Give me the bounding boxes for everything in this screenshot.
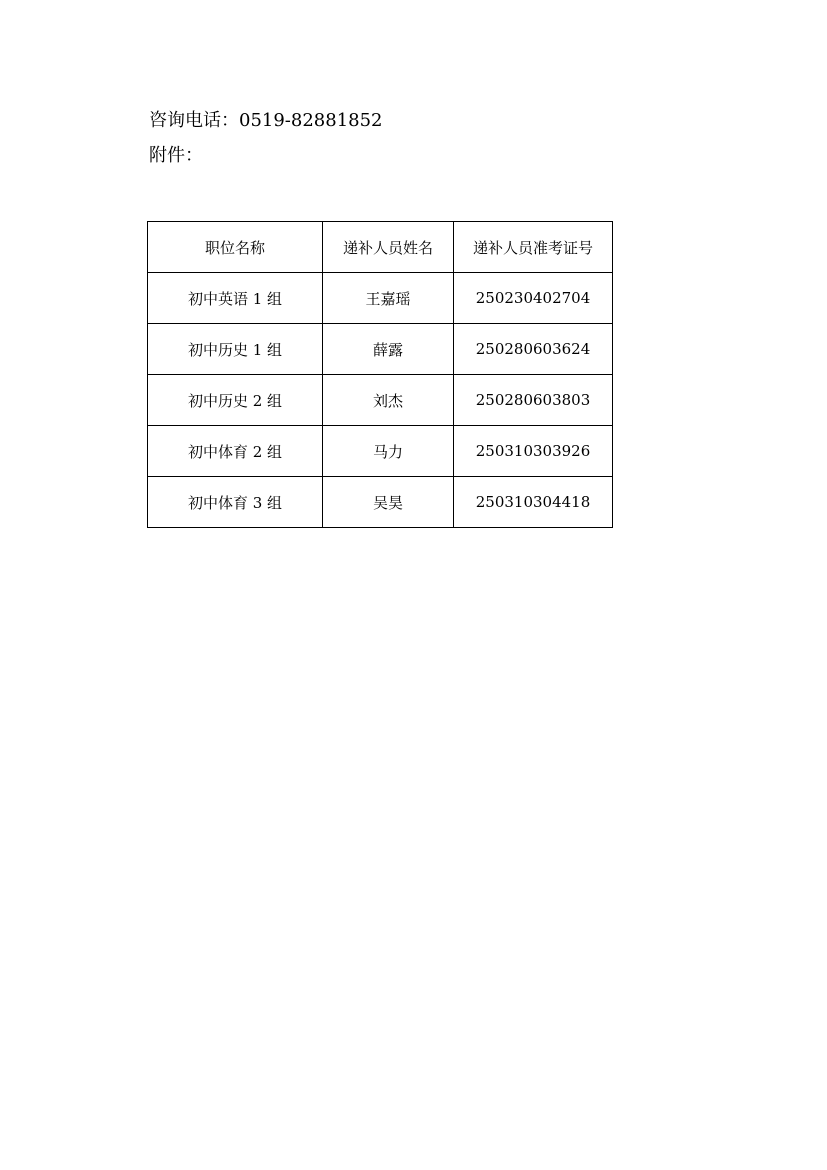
header-exam-number: 递补人员准考证号	[454, 222, 613, 273]
cell-name: 王嘉瑶	[323, 273, 454, 324]
cell-exam-number: 250230402704	[454, 273, 613, 324]
table-row	[148, 273, 613, 324]
cell-name: 马力	[323, 426, 454, 477]
cell-name: 刘杰	[323, 375, 454, 426]
header-name: 递补人员姓名	[323, 222, 454, 273]
cell-position: 初中英语 1 组	[148, 273, 323, 324]
table-row	[148, 375, 613, 426]
cell-exam-number: 250310304418	[454, 477, 613, 528]
cell-name: 吴昊	[323, 477, 454, 528]
cell-exam-number: 250280603624	[454, 324, 613, 375]
cell-exam-number: 250280603803	[454, 375, 613, 426]
cell-position: 初中历史 1 组	[148, 324, 323, 375]
contact-phone: 0519-82881852	[239, 110, 383, 131]
attachment-label: 附件：	[149, 145, 203, 166]
contact-label: 咨询电话：	[149, 110, 239, 131]
contact-line	[149, 109, 383, 133]
header-position: 职位名称	[148, 222, 323, 273]
cell-position: 初中历史 2 组	[148, 375, 323, 426]
table-header-row	[148, 222, 613, 273]
cell-name: 薛露	[323, 324, 454, 375]
cell-position: 初中体育 2 组	[148, 426, 323, 477]
table-row	[148, 426, 613, 477]
substitute-table	[147, 221, 613, 528]
table-row	[148, 477, 613, 528]
cell-position: 初中体育 3 组	[148, 477, 323, 528]
attachment-line	[149, 144, 203, 168]
table-row	[148, 324, 613, 375]
cell-exam-number: 250310303926	[454, 426, 613, 477]
